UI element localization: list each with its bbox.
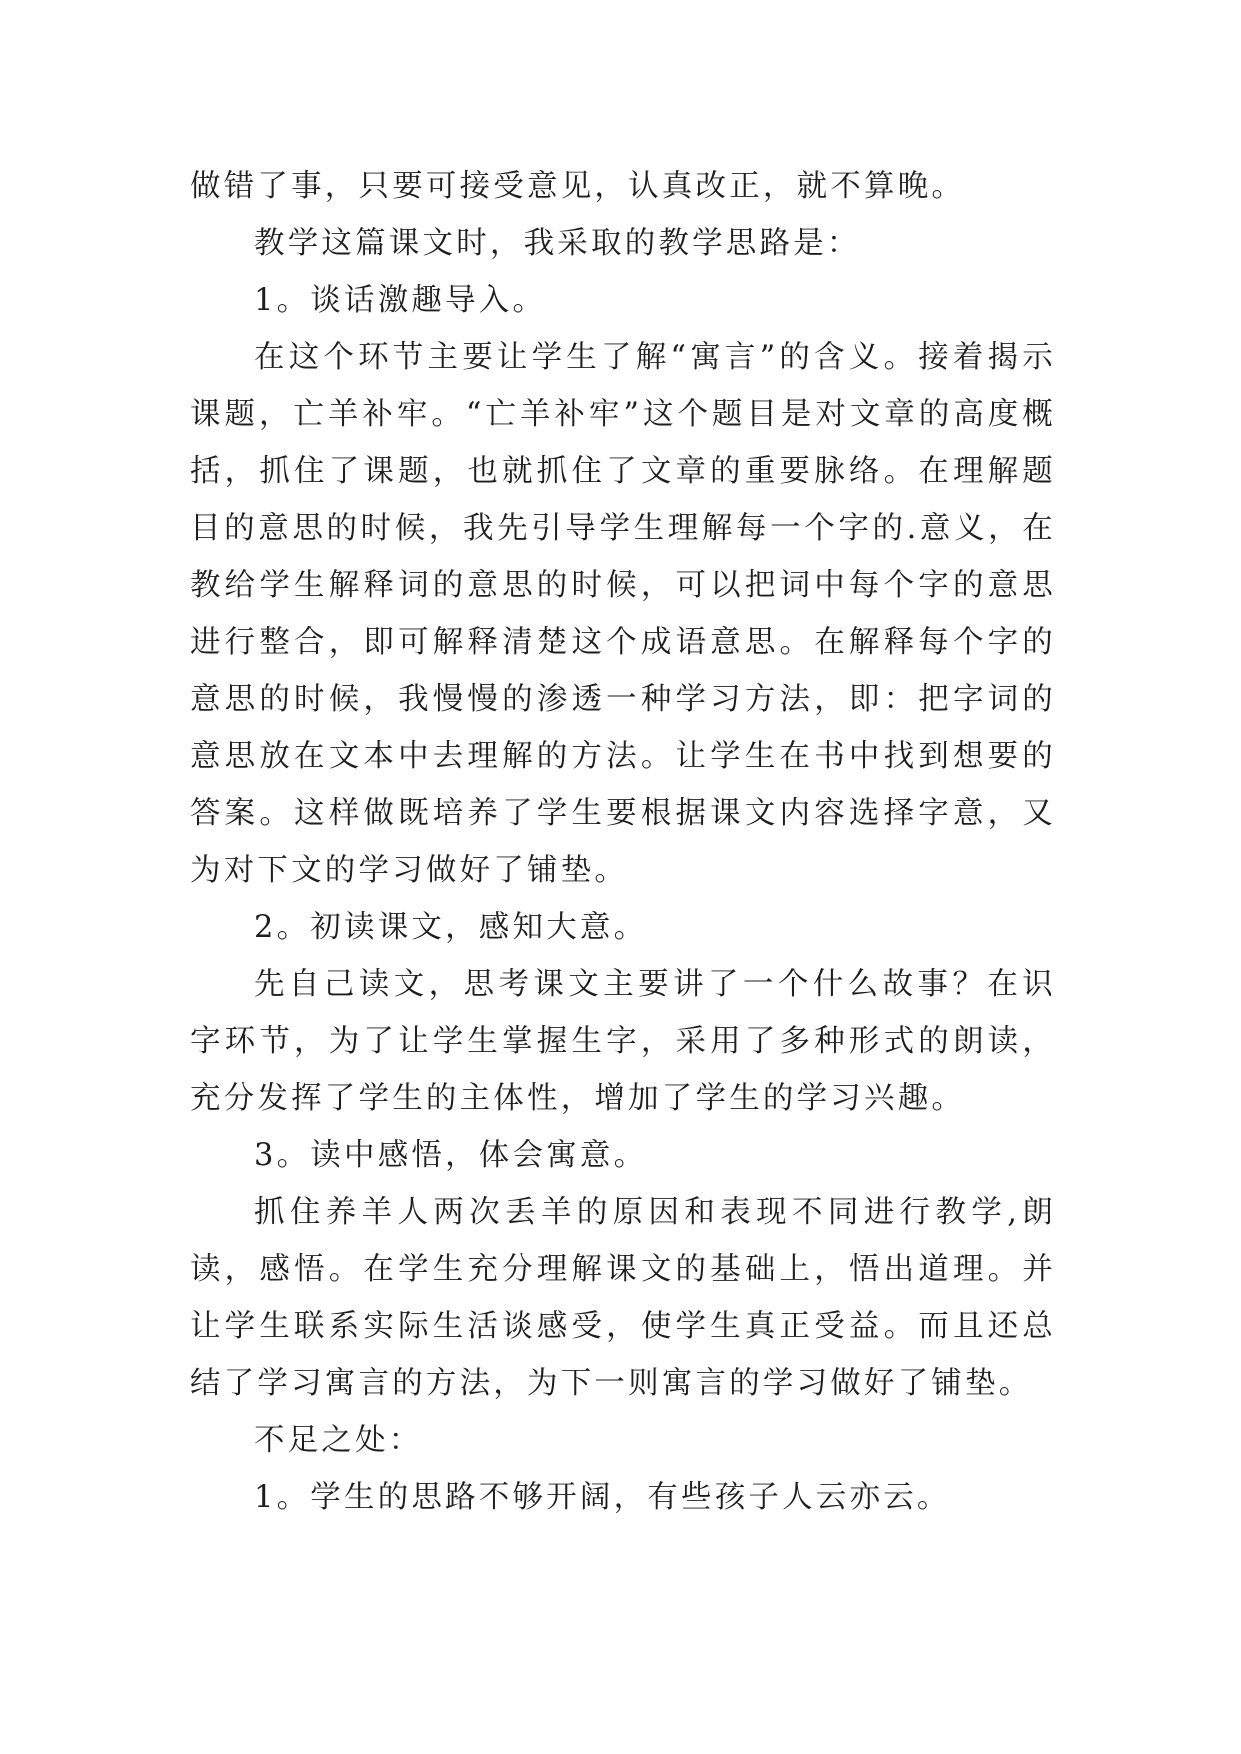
paragraph-step-3-heading: 3。读中感悟，体会寓意。 xyxy=(254,1138,648,1173)
paragraph-shortcoming-1: 1。学生的思路不够开阔，有些孩子人云亦云。 xyxy=(254,1480,951,1515)
paragraph-step-2-heading: 2。初读课文，感知大意。 xyxy=(254,910,648,945)
paragraph-teaching-approach: 教学这篇课文时，我采取的教学思路是： xyxy=(254,226,861,261)
paragraph-continuation: 做错了事，只要可接受意见，认真改正，就不算晚。 xyxy=(190,169,966,204)
paragraph-step-1-body: 在这个环节主要让学生了解“寓言”的含义。接着揭示课题，亡羊补牢。“亡羊补牢”这个题目是对文章的高度概括，抓住了课题，也就抓住了文章的重要脉络。在理解题目的意思的时候，我先引导学生理解每一个字的.意义，在教给学生解释词的意思的时候，可以把词中每个字的意思进行整合，即可解释清楚这个成语意思。在解释每个字的意思的时候，我慢慢的渗透一种学习方法，即：把字词的意思放在文本中去理解的方法。让学生在书中找到想要的答案。这样做既培养了学生要根据课文内容选择字意，又为对下文的学习做好了铺垫。 xyxy=(190,340,1056,888)
paragraph-step-3-body: 抓住养羊人两次丢羊的原因和表现不同进行教学,朗读，感悟。在学生充分理解课文的基础上，悟出道理。并让学生联系实际生活谈感受，使学生真正受益。而且还总结了学习寓言的方法，为下一则寓言的学习做好了铺垫。 xyxy=(190,1195,1056,1401)
document-body xyxy=(190,158,1056,1526)
paragraph-step-2-body: 先自己读文，思考课文主要讲了一个什么故事？在识字环节，为了让学生掌握生字，采用了多种形式的朗读，充分发挥了学生的主体性，增加了学生的学习兴趣。 xyxy=(190,967,1056,1116)
paragraph-shortcomings-heading: 不足之处： xyxy=(254,1423,423,1458)
paragraph-step-1-heading: 1。谈话激趣导入。 xyxy=(254,283,547,318)
